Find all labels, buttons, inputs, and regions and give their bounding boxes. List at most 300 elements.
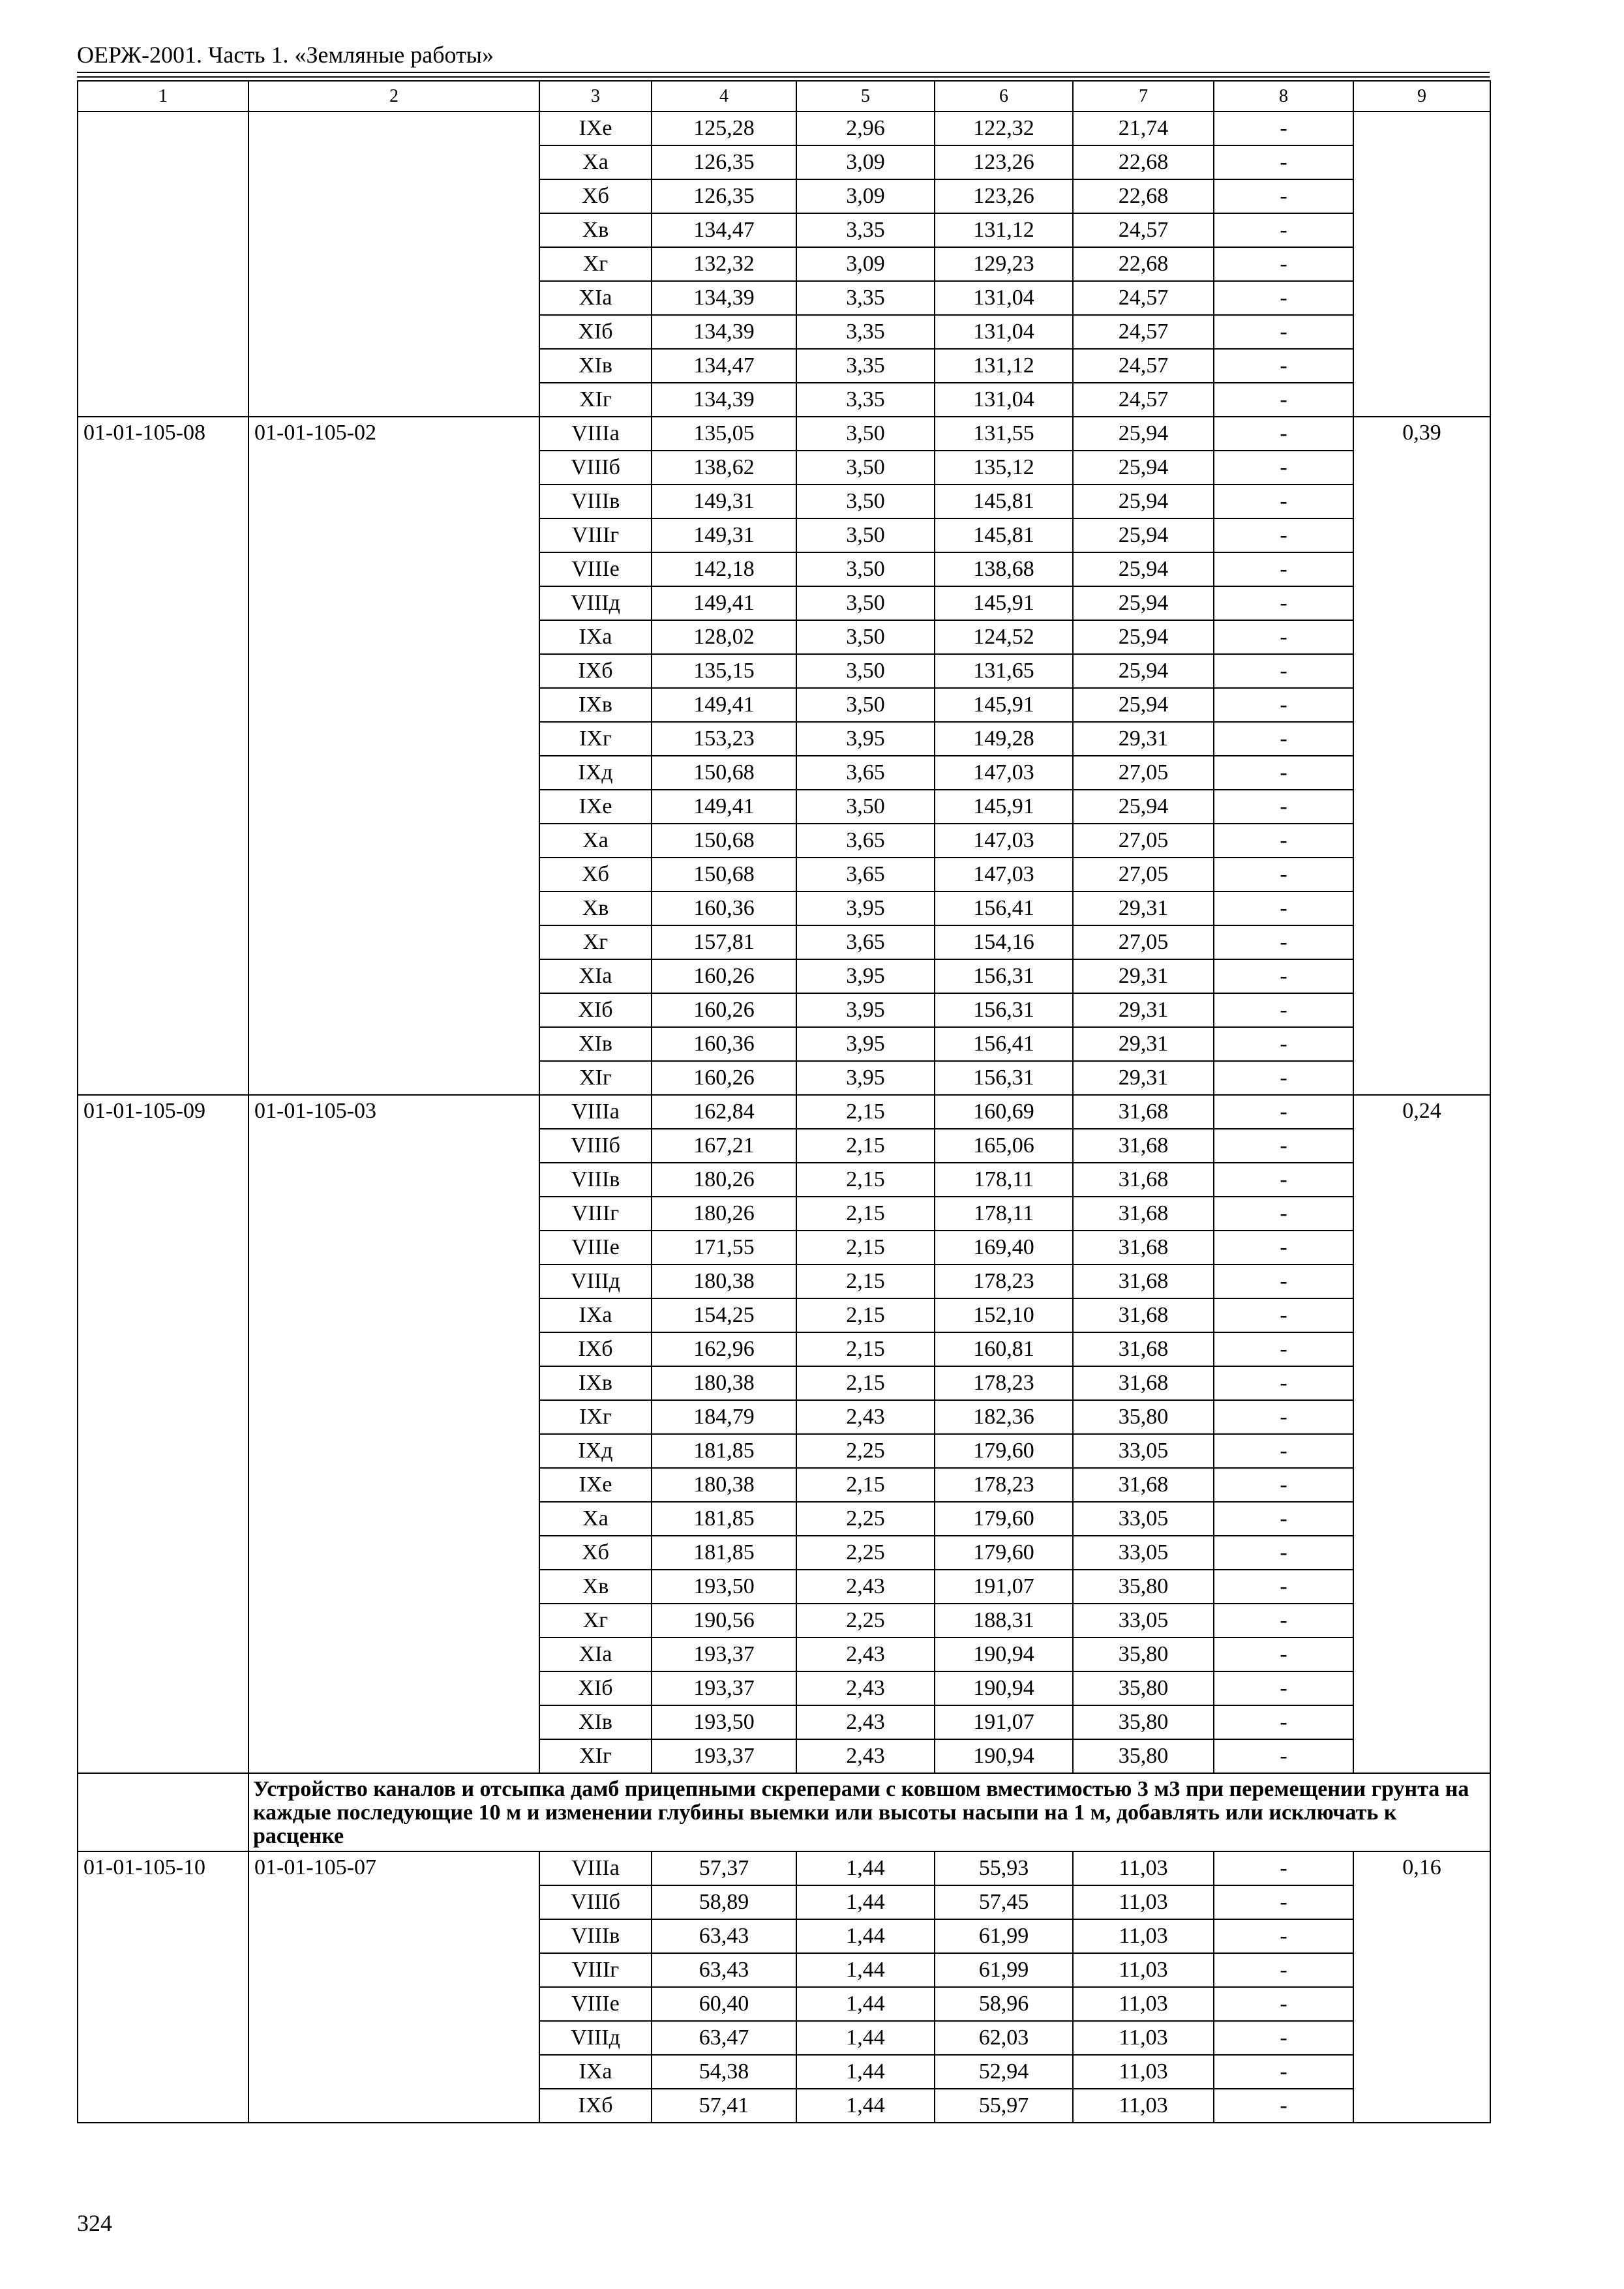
wages-cell: 2,43 [796, 1638, 935, 1671]
total-cost-cell: 193,50 [652, 1705, 796, 1739]
machine-cost-cell: 145,81 [935, 518, 1073, 552]
materials-cell: - [1214, 179, 1353, 213]
territory-class-cell: VIIIв [539, 1163, 652, 1197]
total-cost-cell: 160,36 [652, 891, 796, 925]
wages-cell: 3,65 [796, 756, 935, 790]
machinist-wages-cell: 33,05 [1073, 1434, 1214, 1468]
machinist-wages-cell: 11,03 [1073, 1919, 1214, 1953]
wages-cell: 2,15 [796, 1163, 935, 1197]
territory-class-cell: Xв [539, 891, 652, 925]
territory-class-cell: XIа [539, 1638, 652, 1671]
column-number: 7 [1073, 81, 1214, 112]
wages-cell: 2,25 [796, 1434, 935, 1468]
total-cost-cell: 154,25 [652, 1298, 796, 1332]
territory-class-cell: IXв [539, 688, 652, 722]
machine-cost-cell: 156,31 [935, 993, 1073, 1027]
machinist-wages-cell: 27,05 [1073, 756, 1214, 790]
wages-cell: 3,35 [796, 349, 935, 383]
materials-cell: - [1214, 891, 1353, 925]
materials-cell: - [1214, 925, 1353, 959]
territory-class-cell: Xг [539, 247, 652, 281]
materials-cell: - [1214, 349, 1353, 383]
materials-cell: - [1214, 1570, 1353, 1604]
wages-cell: 3,65 [796, 824, 935, 858]
total-cost-cell: 57,37 [652, 1851, 796, 1885]
machinist-wages-cell: 31,68 [1073, 1095, 1214, 1129]
wages-cell: 2,15 [796, 1468, 935, 1502]
labor-cost-cell: 0,24 [1353, 1095, 1490, 1773]
wages-cell: 2,96 [796, 112, 935, 145]
materials-cell: - [1214, 1231, 1353, 1264]
machine-cost-cell: 52,94 [935, 2055, 1073, 2089]
wages-cell: 1,44 [796, 2089, 935, 2123]
materials-cell: - [1214, 1061, 1353, 1095]
territory-class-cell: IXе [539, 112, 652, 145]
total-cost-cell: 126,35 [652, 145, 796, 179]
total-cost-cell: 60,40 [652, 1987, 796, 2021]
total-cost-cell: 142,18 [652, 552, 796, 586]
machinist-wages-cell: 11,03 [1073, 2021, 1214, 2055]
machine-cost-cell: 131,12 [935, 349, 1073, 383]
machinist-wages-cell: 35,80 [1073, 1400, 1214, 1434]
machine-cost-cell: 123,26 [935, 179, 1073, 213]
wages-cell: 2,25 [796, 1604, 935, 1638]
machine-cost-cell: 178,11 [935, 1163, 1073, 1197]
materials-cell: - [1214, 1536, 1353, 1570]
materials-cell: - [1214, 1095, 1353, 1129]
total-cost-cell: 184,79 [652, 1400, 796, 1434]
column-number: 4 [652, 81, 796, 112]
territory-class-cell: VIIIд [539, 1264, 652, 1298]
territory-class-cell: IXд [539, 1434, 652, 1468]
total-cost-cell: 193,37 [652, 1739, 796, 1773]
territory-class-cell: VIIIе [539, 1231, 652, 1264]
rate-code-cell: 01-01-105-09 [78, 1095, 248, 1773]
wages-cell: 3,35 [796, 213, 935, 247]
machine-cost-cell: 160,81 [935, 1332, 1073, 1366]
total-cost-cell: 126,35 [652, 179, 796, 213]
machine-cost-cell: 131,65 [935, 654, 1073, 688]
materials-cell: - [1214, 1366, 1353, 1400]
territory-class-cell: IXе [539, 790, 652, 824]
wages-cell: 3,50 [796, 485, 935, 518]
table-row [78, 1851, 1490, 1885]
machinist-wages-cell: 11,03 [1073, 1953, 1214, 1987]
machinist-wages-cell: 29,31 [1073, 891, 1214, 925]
total-cost-cell: 180,26 [652, 1197, 796, 1231]
territory-class-cell: Xб [539, 179, 652, 213]
machinist-wages-cell: 25,94 [1073, 552, 1214, 586]
machinist-wages-cell: 27,05 [1073, 925, 1214, 959]
total-cost-cell: 160,36 [652, 1027, 796, 1061]
materials-cell: - [1214, 654, 1353, 688]
machine-cost-cell: 179,60 [935, 1434, 1073, 1468]
wages-cell: 2,15 [796, 1129, 935, 1163]
machinist-wages-cell: 29,31 [1073, 959, 1214, 993]
machine-cost-cell: 156,31 [935, 959, 1073, 993]
wages-cell: 3,95 [796, 1061, 935, 1095]
machine-cost-cell: 131,04 [935, 383, 1073, 417]
territory-class-cell: Xа [539, 145, 652, 179]
wages-cell: 3,50 [796, 552, 935, 586]
materials-cell: - [1214, 993, 1353, 1027]
machine-cost-cell: 178,23 [935, 1264, 1073, 1298]
machinist-wages-cell: 35,80 [1073, 1705, 1214, 1739]
total-cost-cell: 160,26 [652, 959, 796, 993]
machinist-wages-cell: 25,94 [1073, 485, 1214, 518]
section-heading: Устройство каналов и отсыпка дамб прицепными скреперами с ковшом вместимостью 3 м3 при перемещении грунта на каждые последующие 10 м и изменении глубины выемки или высоты насыпи на 1 м, добавлять или исключать к расценке [248, 1773, 1490, 1851]
total-cost-cell: 162,96 [652, 1332, 796, 1366]
materials-cell: - [1214, 1434, 1353, 1468]
territory-class-cell: VIIIг [539, 1953, 652, 1987]
wages-cell: 2,43 [796, 1570, 935, 1604]
total-cost-cell: 150,68 [652, 824, 796, 858]
machinist-wages-cell: 31,68 [1073, 1197, 1214, 1231]
column-number: 8 [1214, 81, 1353, 112]
page-header: ОЕРЖ-2001. Часть 1. «Земляные работы» [77, 42, 494, 68]
territory-class-cell: XIг [539, 1061, 652, 1095]
machine-cost-cell: 182,36 [935, 1400, 1073, 1434]
materials-cell: - [1214, 959, 1353, 993]
wages-cell: 2,43 [796, 1739, 935, 1773]
materials-cell: - [1214, 281, 1353, 315]
territory-class-cell: XIв [539, 349, 652, 383]
total-cost-cell: 128,02 [652, 620, 796, 654]
machinist-wages-cell: 25,94 [1073, 620, 1214, 654]
total-cost-cell: 150,68 [652, 858, 796, 891]
wages-cell: 3,50 [796, 790, 935, 824]
machine-cost-cell: 191,07 [935, 1570, 1073, 1604]
machinist-wages-cell: 31,68 [1073, 1163, 1214, 1197]
total-cost-cell: 162,84 [652, 1095, 796, 1129]
territory-class-cell: XIб [539, 315, 652, 349]
territory-class-cell: VIIIб [539, 451, 652, 485]
total-cost-cell: 134,39 [652, 383, 796, 417]
wages-cell: 3,35 [796, 315, 935, 349]
total-cost-cell: 135,15 [652, 654, 796, 688]
wages-cell: 3,09 [796, 247, 935, 281]
machine-cost-cell: 160,69 [935, 1095, 1073, 1129]
base-rate-code-cell: 01-01-105-02 [248, 417, 539, 1095]
machine-cost-cell: 131,55 [935, 417, 1073, 451]
territory-class-cell: XIг [539, 383, 652, 417]
machine-cost-cell: 55,93 [935, 1851, 1073, 1885]
total-cost-cell: 134,47 [652, 213, 796, 247]
total-cost-cell: 171,55 [652, 1231, 796, 1264]
territory-class-cell: IXб [539, 654, 652, 688]
territory-class-cell: VIIIд [539, 2021, 652, 2055]
column-number: 3 [539, 81, 652, 112]
materials-cell: - [1214, 315, 1353, 349]
machine-cost-cell: 138,68 [935, 552, 1073, 586]
total-cost-cell: 181,85 [652, 1434, 796, 1468]
machine-cost-cell: 145,91 [935, 790, 1073, 824]
territory-class-cell: IXе [539, 1468, 652, 1502]
materials-cell: - [1214, 383, 1353, 417]
machine-cost-cell: 57,45 [935, 1885, 1073, 1919]
total-cost-cell: 149,31 [652, 518, 796, 552]
wages-cell: 3,95 [796, 891, 935, 925]
territory-class-cell: VIIIе [539, 552, 652, 586]
total-cost-cell: 149,41 [652, 688, 796, 722]
materials-cell: - [1214, 417, 1353, 451]
machinist-wages-cell: 25,94 [1073, 417, 1214, 451]
machine-cost-cell: 156,41 [935, 1027, 1073, 1061]
total-cost-cell: 153,23 [652, 722, 796, 756]
territory-class-cell: Xв [539, 213, 652, 247]
machinist-wages-cell: 22,68 [1073, 145, 1214, 179]
machinist-wages-cell: 31,68 [1073, 1366, 1214, 1400]
territory-class-cell: VIIIе [539, 1987, 652, 2021]
machine-cost-cell: 61,99 [935, 1919, 1073, 1953]
machine-cost-cell: 122,32 [935, 112, 1073, 145]
machine-cost-cell: 156,41 [935, 891, 1073, 925]
materials-cell: - [1214, 1332, 1353, 1366]
wages-cell: 3,95 [796, 722, 935, 756]
total-cost-cell: 160,26 [652, 993, 796, 1027]
materials-cell: - [1214, 112, 1353, 145]
machinist-wages-cell: 11,03 [1073, 1851, 1214, 1885]
materials-cell: - [1214, 756, 1353, 790]
machinist-wages-cell: 35,80 [1073, 1671, 1214, 1705]
machinist-wages-cell: 11,03 [1073, 1885, 1214, 1919]
total-cost-cell: 134,39 [652, 315, 796, 349]
materials-cell: - [1214, 1163, 1353, 1197]
materials-cell: - [1214, 1705, 1353, 1739]
total-cost-cell: 193,37 [652, 1671, 796, 1705]
header-rule-secondary [77, 76, 1490, 78]
machine-cost-cell: 178,23 [935, 1366, 1073, 1400]
machinist-wages-cell: 29,31 [1073, 993, 1214, 1027]
total-cost-cell: 180,38 [652, 1366, 796, 1400]
wages-cell: 3,35 [796, 383, 935, 417]
total-cost-cell: 135,05 [652, 417, 796, 451]
labor-cost-cell [1353, 112, 1490, 417]
wages-cell: 2,43 [796, 1671, 935, 1705]
wages-cell: 3,50 [796, 688, 935, 722]
territory-class-cell: VIIIб [539, 1129, 652, 1163]
machine-cost-cell: 179,60 [935, 1502, 1073, 1536]
machine-cost-cell: 178,11 [935, 1197, 1073, 1231]
materials-cell: - [1214, 247, 1353, 281]
rate-code-cell: 01-01-105-08 [78, 417, 248, 1095]
machinist-wages-cell: 31,68 [1073, 1298, 1214, 1332]
wages-cell: 2,15 [796, 1298, 935, 1332]
total-cost-cell: 180,38 [652, 1468, 796, 1502]
territory-class-cell: Xг [539, 1604, 652, 1638]
machine-cost-cell: 165,06 [935, 1129, 1073, 1163]
materials-cell: - [1214, 1129, 1353, 1163]
territory-class-cell: VIIIб [539, 1885, 652, 1919]
machinist-wages-cell: 11,03 [1073, 2055, 1214, 2089]
total-cost-cell: 63,43 [652, 1919, 796, 1953]
wages-cell: 3,95 [796, 993, 935, 1027]
machine-cost-cell: 55,97 [935, 2089, 1073, 2123]
machinist-wages-cell: 25,94 [1073, 451, 1214, 485]
materials-cell: - [1214, 2089, 1353, 2123]
materials-cell: - [1214, 620, 1353, 654]
total-cost-cell: 54,38 [652, 2055, 796, 2089]
machine-cost-cell: 190,94 [935, 1638, 1073, 1671]
machinist-wages-cell: 22,68 [1073, 247, 1214, 281]
machine-cost-cell: 156,31 [935, 1061, 1073, 1095]
total-cost-cell: 160,26 [652, 1061, 796, 1095]
total-cost-cell: 57,41 [652, 2089, 796, 2123]
territory-class-cell: VIIIв [539, 1919, 652, 1953]
wages-cell: 3,50 [796, 586, 935, 620]
wages-cell: 3,95 [796, 959, 935, 993]
territory-class-cell: IXг [539, 722, 652, 756]
total-cost-cell: 149,31 [652, 485, 796, 518]
materials-cell: - [1214, 2055, 1353, 2089]
machinist-wages-cell: 35,80 [1073, 1638, 1214, 1671]
machinist-wages-cell: 27,05 [1073, 858, 1214, 891]
machine-cost-cell: 131,12 [935, 213, 1073, 247]
wages-cell: 1,44 [796, 1987, 935, 2021]
machinist-wages-cell: 24,57 [1073, 315, 1214, 349]
machine-cost-cell: 190,94 [935, 1739, 1073, 1773]
materials-cell: - [1214, 213, 1353, 247]
section-heading-spacer [78, 1773, 248, 1851]
materials-cell: - [1214, 790, 1353, 824]
wages-cell: 3,65 [796, 925, 935, 959]
machine-cost-cell: 147,03 [935, 858, 1073, 891]
machine-cost-cell: 147,03 [935, 756, 1073, 790]
rate-code-cell: 01-01-105-10 [78, 1851, 248, 2123]
section-heading-row [78, 1773, 1490, 1851]
total-cost-cell: 181,85 [652, 1536, 796, 1570]
wages-cell: 1,44 [796, 1919, 935, 1953]
territory-class-cell: XIа [539, 281, 652, 315]
materials-cell: - [1214, 1027, 1353, 1061]
page-number: 324 [77, 2210, 112, 2236]
wages-cell: 3,95 [796, 1027, 935, 1061]
materials-cell: - [1214, 1739, 1353, 1773]
wages-cell: 2,15 [796, 1366, 935, 1400]
machine-cost-cell: 62,03 [935, 2021, 1073, 2055]
materials-cell: - [1214, 688, 1353, 722]
machinist-wages-cell: 25,94 [1073, 688, 1214, 722]
rate-code-cell [78, 112, 248, 417]
total-cost-cell: 63,43 [652, 1953, 796, 1987]
column-number: 5 [796, 81, 935, 112]
machinist-wages-cell: 31,68 [1073, 1231, 1214, 1264]
machinist-wages-cell: 11,03 [1073, 2089, 1214, 2123]
machinist-wages-cell: 33,05 [1073, 1536, 1214, 1570]
machine-cost-cell: 145,91 [935, 586, 1073, 620]
rates-table [77, 80, 1491, 2123]
wages-cell: 3,65 [796, 858, 935, 891]
materials-cell: - [1214, 1919, 1353, 1953]
territory-class-cell: Xв [539, 1570, 652, 1604]
machine-cost-cell: 152,10 [935, 1298, 1073, 1332]
total-cost-cell: 134,47 [652, 349, 796, 383]
materials-cell: - [1214, 552, 1353, 586]
wages-cell: 2,15 [796, 1197, 935, 1231]
labor-cost-cell: 0,16 [1353, 1851, 1490, 2123]
total-cost-cell: 167,21 [652, 1129, 796, 1163]
wages-cell: 2,25 [796, 1536, 935, 1570]
wages-cell: 1,44 [796, 1953, 935, 1987]
wages-cell: 1,44 [796, 1885, 935, 1919]
wages-cell: 2,43 [796, 1400, 935, 1434]
materials-cell: - [1214, 1638, 1353, 1671]
machine-cost-cell: 123,26 [935, 145, 1073, 179]
materials-cell: - [1214, 1987, 1353, 2021]
total-cost-cell: 180,38 [652, 1264, 796, 1298]
wages-cell: 2,43 [796, 1705, 935, 1739]
wages-cell: 2,15 [796, 1264, 935, 1298]
machinist-wages-cell: 25,94 [1073, 654, 1214, 688]
machinist-wages-cell: 24,57 [1073, 281, 1214, 315]
machine-cost-cell: 169,40 [935, 1231, 1073, 1264]
machine-cost-cell: 61,99 [935, 1953, 1073, 1987]
materials-cell: - [1214, 1851, 1353, 1885]
territory-class-cell: IXг [539, 1400, 652, 1434]
machine-cost-cell: 190,94 [935, 1671, 1073, 1705]
territory-class-cell: Xа [539, 1502, 652, 1536]
wages-cell: 3,09 [796, 145, 935, 179]
machinist-wages-cell: 25,94 [1073, 518, 1214, 552]
total-cost-cell: 134,39 [652, 281, 796, 315]
machine-cost-cell: 131,04 [935, 281, 1073, 315]
machine-cost-cell: 178,23 [935, 1468, 1073, 1502]
labor-cost-cell: 0,39 [1353, 417, 1490, 1095]
territory-class-cell: IXб [539, 2089, 652, 2123]
machinist-wages-cell: 31,68 [1073, 1264, 1214, 1298]
territory-class-cell: IXд [539, 756, 652, 790]
machine-cost-cell: 135,12 [935, 451, 1073, 485]
materials-cell: - [1214, 1298, 1353, 1332]
wages-cell: 2,15 [796, 1095, 935, 1129]
total-cost-cell: 193,50 [652, 1570, 796, 1604]
total-cost-cell: 63,47 [652, 2021, 796, 2055]
territory-class-cell: VIIIг [539, 1197, 652, 1231]
machinist-wages-cell: 31,68 [1073, 1129, 1214, 1163]
machinist-wages-cell: 24,57 [1073, 213, 1214, 247]
wages-cell: 1,44 [796, 1851, 935, 1885]
materials-cell: - [1214, 1502, 1353, 1536]
machine-cost-cell: 129,23 [935, 247, 1073, 281]
territory-class-cell: XIг [539, 1739, 652, 1773]
table-row [78, 1095, 1490, 1129]
total-cost-cell: 193,37 [652, 1638, 796, 1671]
machinist-wages-cell: 24,57 [1073, 383, 1214, 417]
territory-class-cell: VIIIа [539, 1095, 652, 1129]
territory-class-cell: VIIIа [539, 417, 652, 451]
territory-class-cell: XIб [539, 993, 652, 1027]
total-cost-cell: 150,68 [652, 756, 796, 790]
header-rule [77, 72, 1490, 73]
territory-class-cell: XIв [539, 1027, 652, 1061]
machine-cost-cell: 188,31 [935, 1604, 1073, 1638]
machine-cost-cell: 124,52 [935, 620, 1073, 654]
total-cost-cell: 132,32 [652, 247, 796, 281]
column-number: 9 [1353, 81, 1490, 112]
materials-cell: - [1214, 1264, 1353, 1298]
machine-cost-cell: 58,96 [935, 1987, 1073, 2021]
territory-class-cell: XIв [539, 1705, 652, 1739]
machinist-wages-cell: 31,68 [1073, 1468, 1214, 1502]
machine-cost-cell: 145,81 [935, 485, 1073, 518]
materials-cell: - [1214, 824, 1353, 858]
machine-cost-cell: 131,04 [935, 315, 1073, 349]
machinist-wages-cell: 25,94 [1073, 586, 1214, 620]
territory-class-cell: XIб [539, 1671, 652, 1705]
territory-class-cell: Xб [539, 1536, 652, 1570]
territory-class-cell: XIа [539, 959, 652, 993]
machine-cost-cell: 154,16 [935, 925, 1073, 959]
